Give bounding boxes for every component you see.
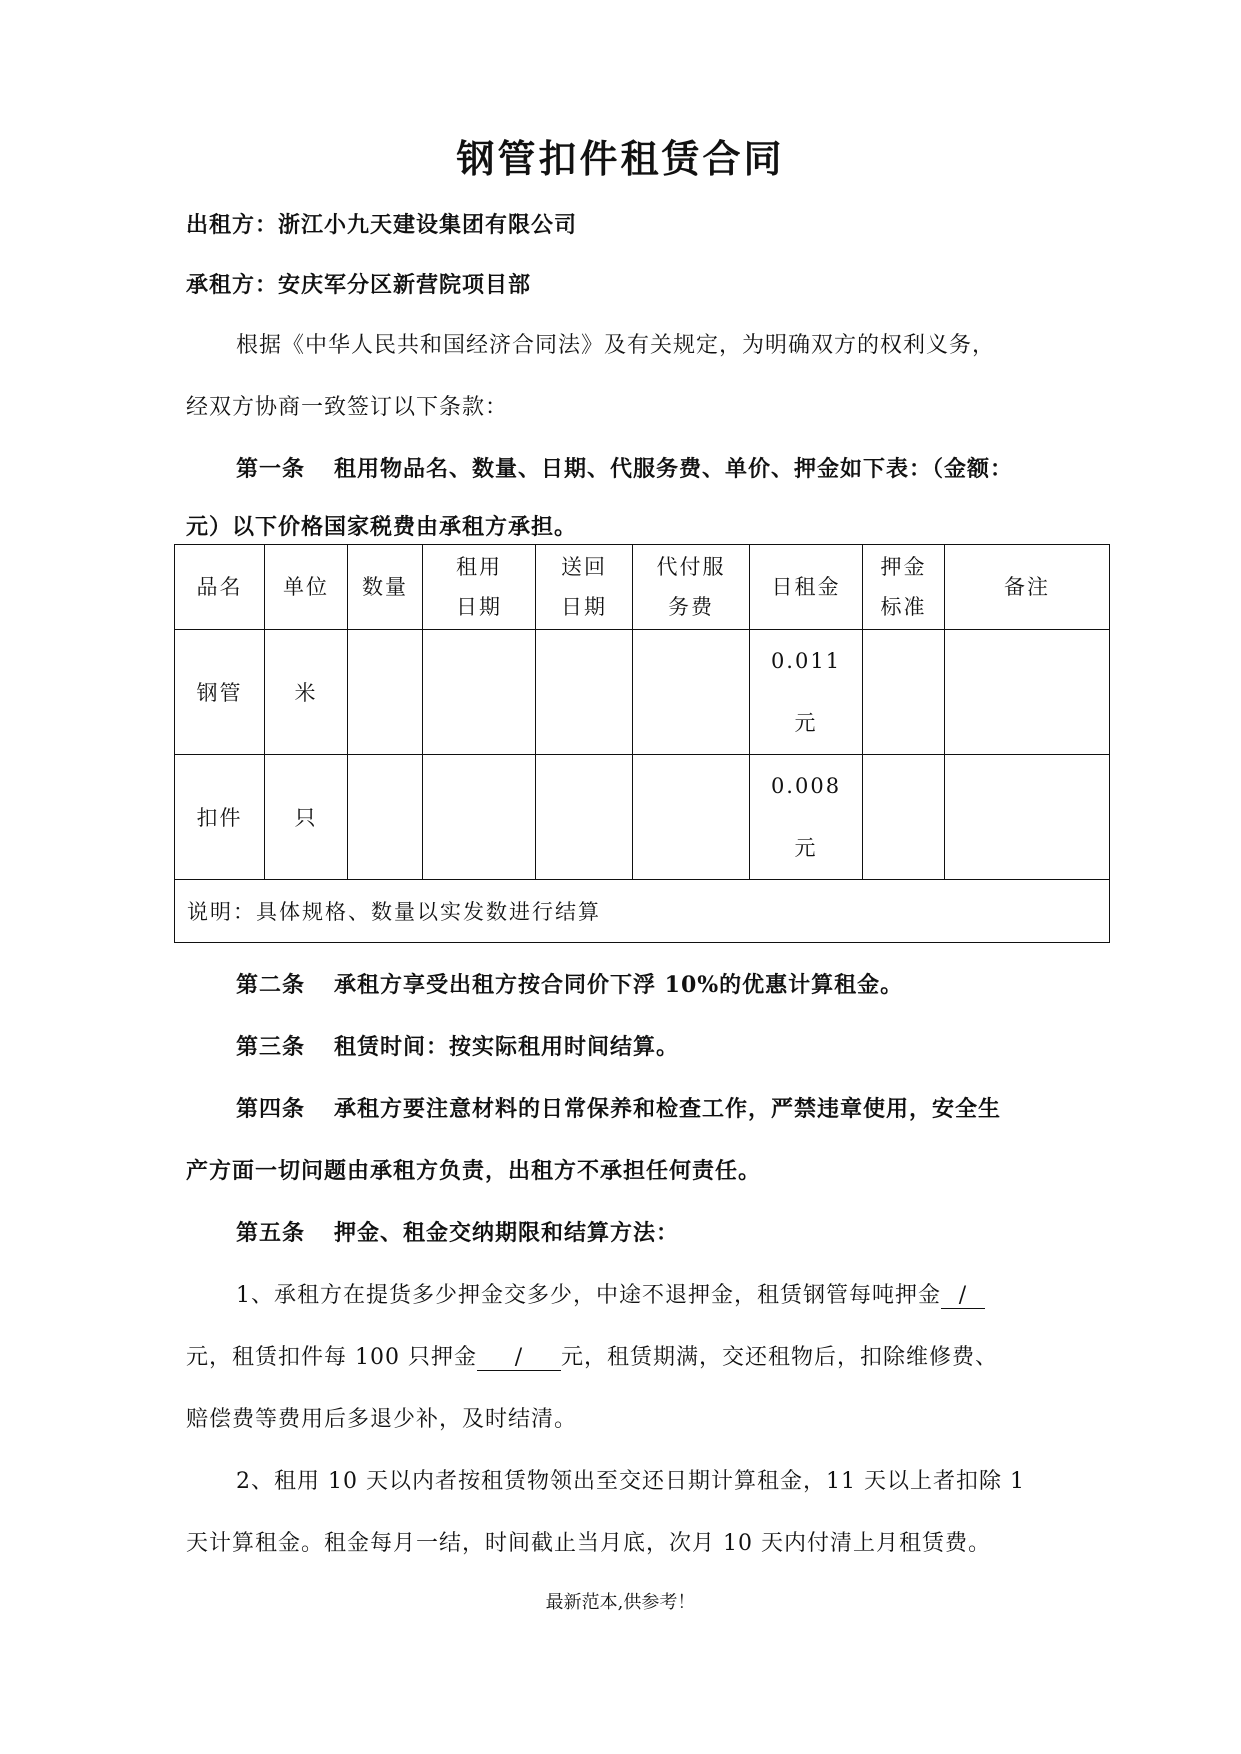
- document-title: 钢管扣件租赁合同: [456, 136, 785, 181]
- header-deposit-l1: 押金: [880, 555, 927, 579]
- header-daily-rent: 日租金: [750, 545, 863, 630]
- rate-unit: 元: [794, 711, 818, 735]
- article1-line-2: 元）以下价格国家税费由承租方承担。: [186, 514, 578, 540]
- article2-text: 承租方享受出租方按合同价下浮 10%的优惠计算租金。: [334, 972, 904, 998]
- row-qty: [348, 755, 423, 880]
- item1-text: 元，租赁期满，交还租物后，扣除维修费、: [560, 1345, 998, 1370]
- row-remarks: [945, 755, 1110, 880]
- article5-item1-line-3: 赔偿费等费用后多退少补，及时结清。: [186, 1407, 578, 1432]
- rate-value: 0.011: [770, 649, 842, 673]
- article3-text: 租赁时间：按实际租用时间结算。: [334, 1034, 680, 1060]
- header-qty: 数量: [348, 545, 423, 630]
- article4-text: 承租方要注意材料的日常保养和检查工作，严禁违章使用，安全生: [334, 1096, 1002, 1122]
- header-service-fee: [633, 545, 750, 630]
- article2-line: [236, 968, 903, 999]
- row-rent-date: [423, 630, 536, 755]
- header-rent-date: [423, 545, 536, 630]
- row-name: 扣件: [175, 755, 265, 880]
- deposit-per-ton-blank: /: [941, 1284, 985, 1309]
- header-deposit: [863, 545, 945, 630]
- preamble-line-2: 经双方协商一致签订以下条款：: [186, 395, 509, 420]
- article1-number: 第一条: [236, 456, 306, 482]
- article5-item1-line-2: [186, 1340, 998, 1371]
- header-rent-date-l1: 租用: [456, 555, 502, 579]
- row-unit: 米: [265, 630, 348, 755]
- rate-value: 0.008: [770, 774, 842, 798]
- table-note: 说明：具体规格、数量以实发数进行结算: [175, 880, 1110, 943]
- row-return-date: [536, 630, 633, 755]
- article5-item1-line-1: [236, 1278, 985, 1309]
- lessor-value: 浙江小九天建设集团有限公司: [278, 212, 578, 238]
- page-footer: 最新范本,供参考！: [545, 1592, 696, 1613]
- article2-number: 第二条: [236, 972, 306, 998]
- header-name: 品名: [175, 545, 265, 630]
- article3-line: [236, 1030, 679, 1061]
- preamble-line-1: 根据《中华人民共和国经济合同法》及有关规定，为明确双方的权利义务，: [236, 333, 996, 358]
- table-header-row: [175, 545, 1110, 630]
- row-remarks: [945, 630, 1110, 755]
- header-service-fee-l2: 务费: [668, 595, 714, 619]
- row-service-fee: [633, 630, 750, 755]
- rental-table: [174, 544, 1110, 943]
- article5-item2-line-1: 2、租用 10 天以内者按租赁物领出至交还日期计算租金，11 天以上者扣除 1: [236, 1469, 1025, 1494]
- item1-text: 元，租赁扣件每 100 只押金: [186, 1345, 477, 1370]
- table-note-row: [175, 880, 1110, 943]
- row-service-fee: [633, 755, 750, 880]
- row-return-date: [536, 755, 633, 880]
- rate-unit: 元: [794, 836, 818, 860]
- header-deposit-l2: 标准: [880, 595, 927, 619]
- article5-item2-line-2: 天计算租金。租金每月一结，时间截止当月底，次月 10 天内付清上月租赁费。: [186, 1531, 991, 1556]
- article5-text: 押金、租金交纳期限和结算方法：: [334, 1220, 680, 1246]
- header-service-fee-l1: 代付服: [656, 555, 726, 579]
- article4-line-1: [236, 1092, 1001, 1123]
- table-row: [175, 630, 1110, 755]
- header-return-date-l2: 日期: [561, 595, 607, 619]
- row-rent-date: [423, 755, 536, 880]
- row-name: 钢管: [175, 630, 265, 755]
- article4-number: 第四条: [236, 1096, 306, 1122]
- row-daily-rent: [750, 630, 863, 755]
- header-rent-date-l2: 日期: [456, 595, 502, 619]
- article5-number: 第五条: [236, 1220, 306, 1246]
- article3-number: 第三条: [236, 1034, 306, 1060]
- lessee-value: 安庆军分区新营院项目部: [278, 272, 532, 298]
- lessor-label: 出租方：: [186, 212, 279, 238]
- header-return-date-l1: 送回: [561, 555, 607, 579]
- article5-line: [236, 1216, 679, 1247]
- header-return-date: [536, 545, 633, 630]
- article1-text: 租用物品名、数量、日期、代服务费、单价、押金如下表：（金额：: [334, 456, 1014, 482]
- row-unit: 只: [265, 755, 348, 880]
- article1-line-1: [236, 452, 1013, 483]
- deposit-per-100-blank: /: [477, 1346, 561, 1371]
- header-remarks: 备注: [945, 545, 1110, 630]
- item1-text: 1、承租方在提货多少押金交多少，中途不退押金，租赁钢管每吨押金: [236, 1283, 941, 1308]
- lessee-label: 承租方：: [186, 272, 279, 298]
- article4-line-2: 产方面一切问题由承租方负责，出租方不承担任何责任。: [186, 1158, 762, 1184]
- lessor-line: [186, 208, 577, 239]
- lessee-line: [186, 268, 531, 299]
- table-row: [175, 755, 1110, 880]
- row-deposit: [863, 755, 945, 880]
- row-daily-rent: [750, 755, 863, 880]
- row-deposit: [863, 630, 945, 755]
- header-unit: 单位: [265, 545, 348, 630]
- row-qty: [348, 630, 423, 755]
